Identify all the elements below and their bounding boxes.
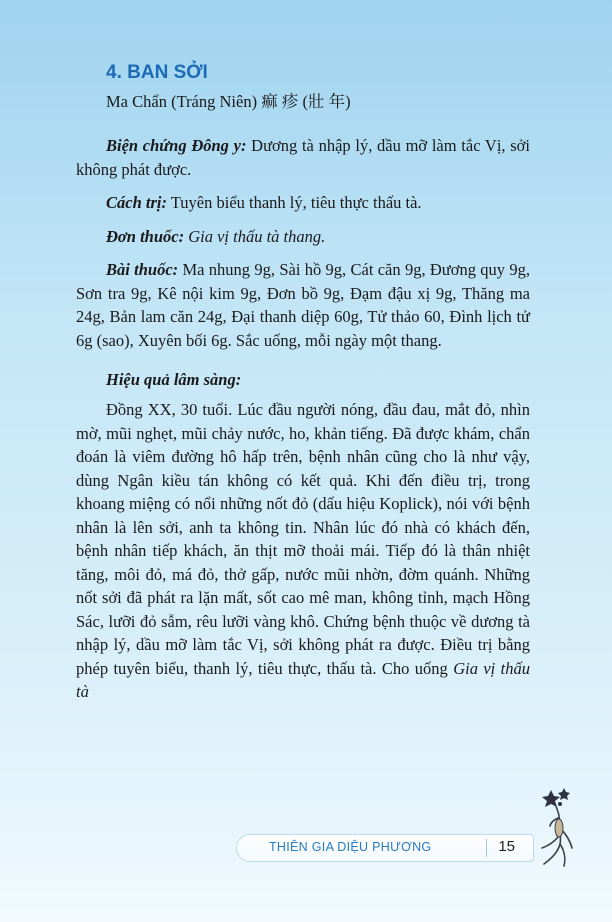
paragraph-bien-chung — [76, 134, 530, 181]
section-heading: 4. BAN SỞI — [106, 62, 208, 83]
paragraph-label: Biện chứng Đông y: — [106, 136, 247, 155]
running-footer — [236, 834, 534, 862]
book-title: THIÊN GIA DIỆU PHƯƠNG — [269, 840, 432, 854]
paragraph-label: Cách trị: — [106, 193, 167, 212]
paragraph-text: Ma nhung 9g, Sài hồ 9g, Cát căn 9g, Đương quy 9g, Sơn tra 9g, Kê nội kim 9g, Đơn bồ 9g, Đạm đậu xị 9g, Thăng ma 24g, Bản lam căn 24g, Đại thanh diệp 60g, Tử thảo 60, Đình lịch tử 6g (sao), Xuyên bối 6g. Sắc uống, mỗi ngày một thang. — [76, 260, 530, 350]
paragraph-don-thuoc — [76, 225, 530, 249]
paragraph-label: Đơn thuốc: — [106, 226, 185, 246]
page-number: 15 — [498, 838, 515, 855]
page-content — [76, 62, 530, 704]
paragraph-bai-thuoc — [76, 258, 530, 352]
case-body — [76, 398, 530, 704]
case-body-text: Đồng XX, 30 tuổi. Lúc đầu người nóng, đầu đau, mắt đỏ, nhìn mờ, mũi nghẹt, mũi chảy nước, ho, khản tiếng. Đã được khám, chẩn đoán là viêm đường hô hấp trên, bệnh nhân cũng cho là như vậy, dùng Ngân kiều tán không có kết quả. Khi đến điều trị, trong khoang miệng có nổi những nốt đỏ (dấu hiệu Koplick), nói với bệnh nhân là lên sởi, anh ta không tin. Nhân lúc đó nhà có khách đến, bệnh nhân tiếp khách, ăn thịt mỡ thoải mái. Tiếp đó là thân nhiệt tăng, môi đỏ, má đỏ, thở gấp, nước mũi nhờn, đờm quánh. Những nốt sởi đã phát ra lặn mất, sốt cao mê man, không tỉnh, mạch Hồng Sác, lưỡi đỏ sẫm, rêu lưỡi vàng khô. Chứng bệnh thuộc về dương tà nhập lý, dầu mỡ làm tắc Vị, sởi không phát ra được. Điều trị bằng phép tuyên biểu, thanh lý, tiêu thực, thấu tà. Cho uống — [76, 400, 530, 678]
case-heading: Hiệu quả lâm sàng: — [106, 370, 242, 389]
paragraph-label: Bài thuốc: — [106, 260, 179, 279]
paragraph-cach-tri — [76, 191, 530, 215]
case-body-italic: Gia vị thấu tà — [76, 658, 530, 701]
ginseng-root-icon — [536, 788, 580, 868]
footer-divider — [486, 839, 487, 857]
paragraph-text: Dương tà nhập lý, dầu mỡ làm tắc Vị, sởi không phát được. — [76, 136, 530, 179]
section-subtitle: Ma Chẩn (Tráng Niên) 痲 疹 (壯 年) — [106, 92, 351, 111]
paragraph-text: Gia vị thấu tà thang. — [184, 226, 326, 246]
paragraph-text: Tuyên biểu thanh lý, tiêu thực thấu tà. — [166, 193, 422, 212]
